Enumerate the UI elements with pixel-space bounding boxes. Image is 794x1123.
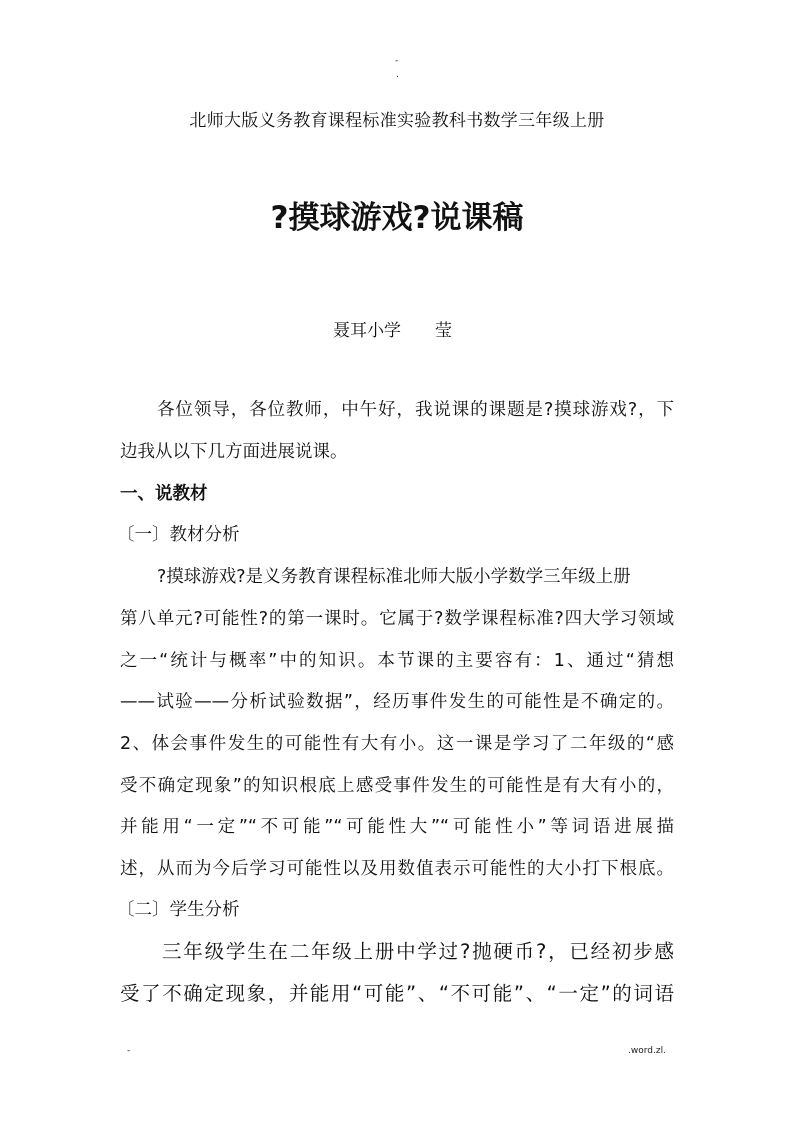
header-mark-bottom: . — [396, 70, 399, 80]
header-mark-top: - — [395, 56, 399, 66]
paragraph-line: 2、体会事件发生的可能性有大有小。这一课是学习了二年级的“感 — [120, 734, 674, 754]
paragraph-line: 边我从以下几方面进展说课。 — [120, 442, 348, 462]
paragraph-line: 受不确定现象”的知识根底上感受事件发生的可能性是有大有小的， — [120, 776, 674, 796]
subsection-heading: 〔一〕教材分析 — [117, 525, 240, 545]
paragraph-line: 并能用“一定”“不可能”“可能性大”“可能性小”等词语进展描 — [120, 817, 674, 837]
paragraph-line: 受了不确定现象，并能用“可能”、“不可能”、“一定”的词语 — [120, 982, 674, 1005]
paragraph-line: 述，从而为今后学习可能性以及用数值表示可能性的大小打下根底。 — [120, 859, 674, 879]
paragraph-line: ——试验——分析试验数据”，经历事件发生的可能性是不确定的。 — [120, 692, 674, 712]
footer-right-text: .word.zl. — [628, 1046, 666, 1056]
paragraph-line: 各位领导，各位教师，中午好，我说课的课题是?摸球游戏?，下 — [157, 400, 674, 420]
subsection-heading: 〔二〕学生分析 — [117, 900, 240, 920]
paragraph-line: 三年级学生在二年级上册中学过?抛硬币?，已经初步感 — [162, 940, 674, 963]
paragraph-line: 第八单元?可能性?的第一课时。它属于?数学课程标准?四大学习领域 — [120, 609, 674, 629]
paragraph-line: ?摸球游戏?是义务教育课程标准北师大版小学数学三年级上册 — [157, 567, 631, 587]
author-school: 聂耳小学 — [333, 321, 401, 341]
section-heading: 一、说教材 — [120, 484, 208, 504]
footer-left-mark: - — [127, 1046, 131, 1056]
paragraph-line: 之一“统计与概率”中的知识。本节课的主要容有：1、通过“猜想 — [120, 651, 674, 671]
document-title: ?摸球游戏?说课稿 — [270, 200, 524, 236]
author-name: 莹 — [435, 321, 452, 341]
document-subtitle: 北师大版义务教育课程标准实验教科书数学三年级上册 — [189, 111, 605, 131]
author-line — [333, 316, 452, 341]
